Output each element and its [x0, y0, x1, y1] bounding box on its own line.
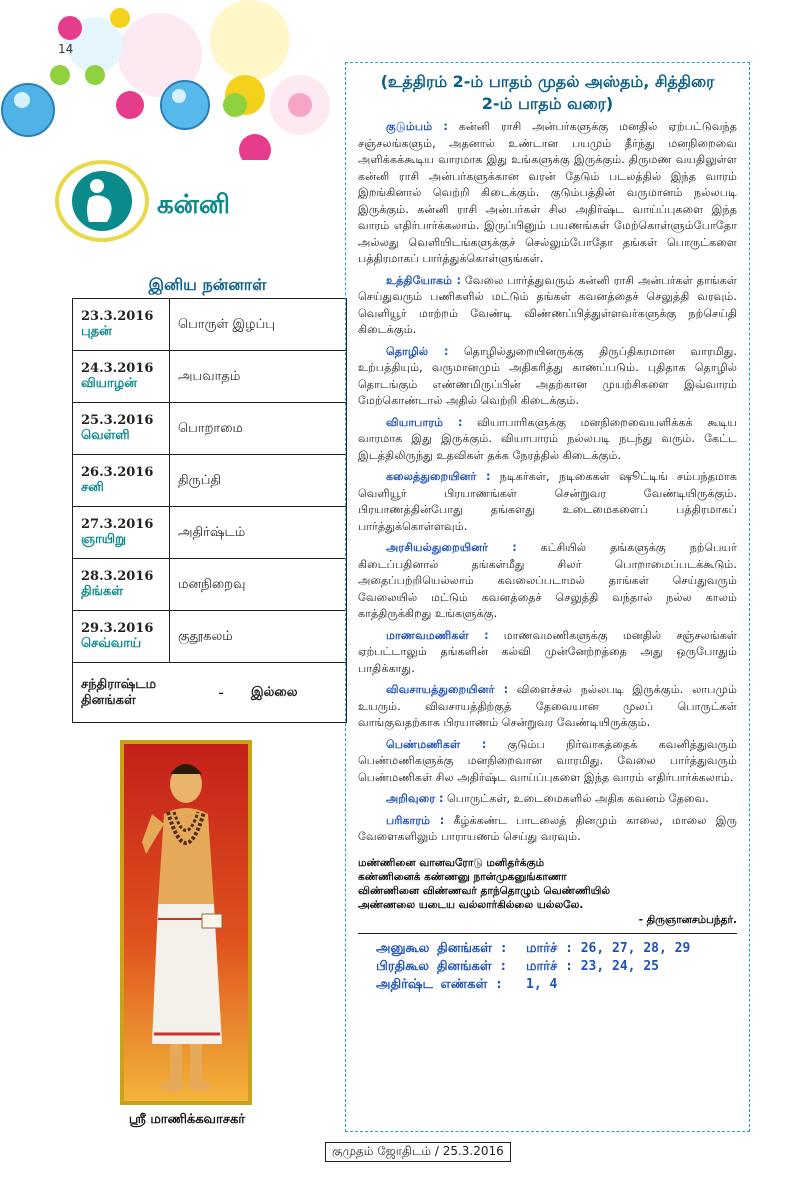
section-industry	[358, 344, 737, 410]
lucky-value: மார்ச் : 23, 24, 25	[526, 958, 659, 974]
table-row	[73, 403, 347, 455]
section-label: கலைத்துறையினர் :	[386, 470, 491, 483]
weekday: வெள்ளி	[81, 428, 130, 443]
bubble-green-2	[85, 65, 105, 85]
lucky-key: பிரதிகூல தினங்கள் :	[376, 958, 508, 974]
decorative-bubbles	[0, 0, 330, 160]
section-label: அரசியல்துறையினர் :	[386, 541, 517, 554]
saint-portrait	[120, 740, 252, 1105]
section-label: உத்தியோகம் :	[386, 273, 461, 287]
stars-heading-line-1: (உத்திரம் 2-ம் பாதம் முதல் அஸ்தம், சித்திரை	[380, 72, 715, 91]
chandrashtama-label-2: தினங்கள்	[81, 692, 136, 708]
weekday: திங்கள்	[81, 584, 124, 599]
section-text: கன்னி ராசி அன்பர்களுக்கு மனதில் ஏற்பட்டுவந்த சஞ்சலங்களும், அதனால் உண்டான பயமும் தீர்ந்து மனநிறைவை அளிக்கக்கூடிய வாரமாக இது உங்களுக்கு இருக்கும். திருமண வயதிலுள்ள கன்னி ராசி அன்பர்களுக்கான வரன் தேடும் படலத்தில் இந்த வாரம் இறங்கினால் வெற்றி கிடைக்கும். குடும்பத்தின் வருமானம் நல்லபடி இருக்கும். கன்னி ராசி அன்பர்கள் சில அதிர்ஷ்ட வாய்ப்புகளை இந்த வாரம் எதிர்பார்க்கலாம். இருப்பினும் பயணங்கள் மேற்கொள்ளும்போதோ அல்லது வெளியிடங்களுக்குச் செல்லும்போதோ தங்கள் பொருட்களை பத்திரமாகப் பார்த்துக்கொள்ளுங்கள்.	[358, 120, 737, 265]
section-text: வேலை பார்த்துவரும் கன்னி ராசி அன்பர்கள் தாங்கள் செய்துவரும் பணிகளில் மட்டும் தங்கள் கவனத்தைச் செலுத்தி வரவும். வெளியூர் மாற்றம் வேண்டி விண்ணப்பித்துள்ளவர்களுக்கு நற்செய்தி கிடைக்கும்.	[358, 273, 737, 336]
date-cell	[73, 611, 170, 663]
section-family	[358, 119, 737, 268]
lucky-key: அனுகூல தினங்கள் :	[376, 940, 508, 956]
chandrashtama-cell	[73, 663, 347, 723]
virgo-figure-icon	[59, 164, 145, 238]
date-cell	[73, 299, 170, 351]
weekday: வியாழன்	[81, 376, 137, 391]
lucky-row	[376, 958, 737, 976]
event-cell: குதூகலம்	[170, 611, 347, 663]
lucky-value: மார்ச் : 26, 27, 28, 29	[526, 940, 691, 956]
bubble-shine-2	[172, 89, 186, 103]
table-row	[73, 351, 347, 403]
saint-figure-illustration	[124, 744, 248, 1101]
section-text: கட்சியில் தங்களுக்கு நற்பெயர் கிடைப்பதினால் தங்கள்மீது சிலர் பொறாமைப்படக்கூடும். அதைப்பற்றியெல்லாம் கவலைப்படாமல் தாங்கள் செய்துவரும் வேலையில் மட்டும் கவனத்தைச் செலுத்தி வந்தால் நல்ல காலம் காத்திருக்கிறது உங்களுக்கு.	[358, 541, 737, 620]
section-text: கீழ்க்கண்ட பாடலைத் தினமும் காலை, மாலை இரு வேளைகளிலும் பாராயணம் செய்து வரவும்.	[358, 813, 737, 843]
sign-title: கன்னி	[157, 190, 230, 220]
date: 28.3.2016	[81, 569, 154, 584]
date-cell	[73, 507, 170, 559]
bubble-green-3	[223, 93, 247, 117]
page-number: 14	[58, 42, 74, 56]
bubble-blue-1	[2, 84, 54, 136]
section-business	[358, 415, 737, 465]
section-label: குடும்பம் :	[386, 120, 448, 133]
section-label: பரிகாரம் :	[386, 813, 445, 827]
section-text: குடும்ப நிர்வாகத்தைக் கவனித்துவரும் பெண்மணிகளுக்கு மனநிறைவான வாரமிது. வேலை பார்த்துவரும் பெண்மணிகள் சில அதிர்ஷ்ட வாய்ப்புகளை இந்த வாரம் எதிர்பார்க்கலாம்.	[358, 737, 738, 784]
bubble-pink-1	[58, 16, 82, 40]
weekday: புதன்	[81, 324, 112, 339]
bubble-green-1	[50, 65, 70, 85]
chandrashtama-label-1: சந்திராஷ்டம	[81, 676, 157, 692]
section-label: தொழில் :	[386, 344, 449, 358]
section-label: மாணவமணிகள் :	[386, 628, 489, 642]
date: 27.3.2016	[81, 517, 154, 532]
stars-heading-line-2: 2-ம் பாதம் வரை)	[481, 94, 614, 113]
bubble-blue-2	[161, 81, 209, 129]
section-text: தொழில்துறையினருக்கு திருப்திகரமான வாரமிது. உற்பத்தியும், வருமானமும் அதிகரித்து காணப்படும். புதிதாக தொழில் தொடங்கும் எண்ணமிருப்பின் அதற்கான முயற்சிகளை இவ்வாரம் மேற்கொண்டால் அதில் வெற்றி கிடைக்கும்.	[358, 344, 737, 407]
event-cell: மனநிறைவு	[170, 559, 347, 611]
verse-line: அண்ணலை யடைய வல்லார்கில்லை யல்லலே.	[358, 898, 584, 911]
chandrashtama-value: இல்லை	[251, 684, 298, 700]
virgo-sign-icon	[55, 160, 149, 242]
stars-heading	[358, 71, 737, 115]
section-agriculture	[358, 682, 737, 732]
section-label: வியாபாரம் :	[386, 415, 463, 429]
table-row	[73, 299, 347, 351]
chandrashtama-dash: -	[218, 683, 224, 702]
section-text: வியாபாரிகளுக்கு மனநிறைவையளிக்கக் கூடிய வாரமாக இது இருக்கும். வியாபாரம் நல்லபடி நடந்து வரும். கேட்ட இடத்திலிருந்து உதவிகள் தக்க நேரத்தில் கிடைக்கும்.	[358, 415, 737, 462]
footer-issue: குமுதம் ஜோதிடம் / 25.3.2016	[325, 1142, 511, 1162]
section-advice	[358, 791, 737, 808]
table-row	[73, 507, 347, 559]
bubble-pink-3	[239, 134, 271, 160]
event-cell: பொருள் இழப்பு	[170, 299, 347, 351]
date: 26.3.2016	[81, 465, 154, 480]
lucky-value: 1, 4	[526, 976, 558, 992]
section-text: விளைச்சல் நல்லபடி இருக்கும். லாபமும் உயரும். விவசாயத்திற்குத் தேவையான முலப் பொருட்கள் வாங்குவதற்காக பிரயாணம் சென்றுவர வேண்டியிருக்கும்.	[358, 683, 737, 729]
date-cell	[73, 403, 170, 455]
section-text: பொருட்கள், உடைமைகளில் அதிக கவனம் தேவை.	[443, 792, 709, 805]
saint-caption: ஸ்ரீ மாணிக்கவாசகர்	[128, 1112, 246, 1127]
date-cell	[73, 559, 170, 611]
verse-line: விண்ணினை விண்ணவர் தாந்தொழும் வெண்ணியில்	[358, 884, 611, 897]
section-students	[358, 628, 737, 678]
verse-line: கண்ணினைக் கண்ணனு நான்முகனுங்காணா	[358, 870, 567, 883]
chandrashtama-row	[73, 663, 347, 723]
bubble-yellow-2	[110, 8, 130, 28]
event-cell: திருப்தி	[170, 455, 347, 507]
section-women	[358, 737, 737, 787]
lucky-info	[358, 940, 737, 994]
verse-line: மண்ணினை வானவரோடு மனிதர்க்கும்	[358, 856, 545, 869]
verse-author: - திருஞானசம்பந்தர்.	[638, 913, 737, 926]
date: 24.3.2016	[81, 361, 154, 376]
section-text: மாணவமணிகளுக்கு மனதில் சஞ்சலங்கள் ஏற்பட்டாலும் தங்களின் கல்வி முன்னேற்றத்தை அது ஒருபோதும் பாதிக்காது.	[358, 628, 737, 675]
weekday: ஞாயிறு	[81, 532, 126, 547]
date-cell	[73, 351, 170, 403]
date: 29.3.2016	[81, 621, 154, 636]
weekday: செவ்வாய்	[81, 636, 142, 651]
event-cell: அபவாதம்	[170, 351, 347, 403]
verse-block	[358, 856, 737, 912]
section-employment	[358, 273, 737, 339]
section-politics	[358, 540, 737, 623]
date: 25.3.2016	[81, 413, 154, 428]
table-row	[73, 559, 347, 611]
horoscope-text-box	[345, 62, 750, 1132]
event-cell: பொறாமை	[170, 403, 347, 455]
date-cell	[73, 455, 170, 507]
section-text: நடிகர்கள், நடிகைகள் ஷூட்டிங் சம்பந்தமாக வெளியூர் பிரயாணங்கள் சென்றுவர வேண்டியிருக்கும். பிரயாணத்தின்போது தங்களது உடைமைகளைப் பத்திரமாகப் பார்த்துக்கொள்ளவும்.	[358, 470, 737, 533]
event-cell: அதிர்ஷ்டம்	[170, 507, 347, 559]
section-arts	[358, 469, 737, 535]
bubble-shine-1	[14, 92, 30, 108]
lucky-row	[376, 940, 737, 958]
lucky-key: அதிர்ஷ்ட எண்கள் :	[376, 976, 503, 992]
divider	[358, 933, 737, 934]
section-label: பெண்மணிகள் :	[386, 737, 487, 751]
bubble-bg-2	[210, 0, 290, 80]
section-remedy	[358, 813, 737, 846]
good-days-table	[72, 298, 347, 723]
table-row	[73, 611, 347, 663]
date: 23.3.2016	[81, 309, 154, 324]
weekday: சனி	[81, 480, 104, 495]
table-row	[73, 455, 347, 507]
lucky-row	[376, 976, 737, 994]
bubble-pink-2	[116, 91, 144, 119]
section-label: அறிவுரை :	[386, 792, 444, 805]
section-label: விவசாயத்துறையினர் :	[386, 683, 509, 696]
bubble-pink-4	[288, 93, 312, 117]
good-days-title: இனிய நன்னாள்	[148, 275, 267, 294]
